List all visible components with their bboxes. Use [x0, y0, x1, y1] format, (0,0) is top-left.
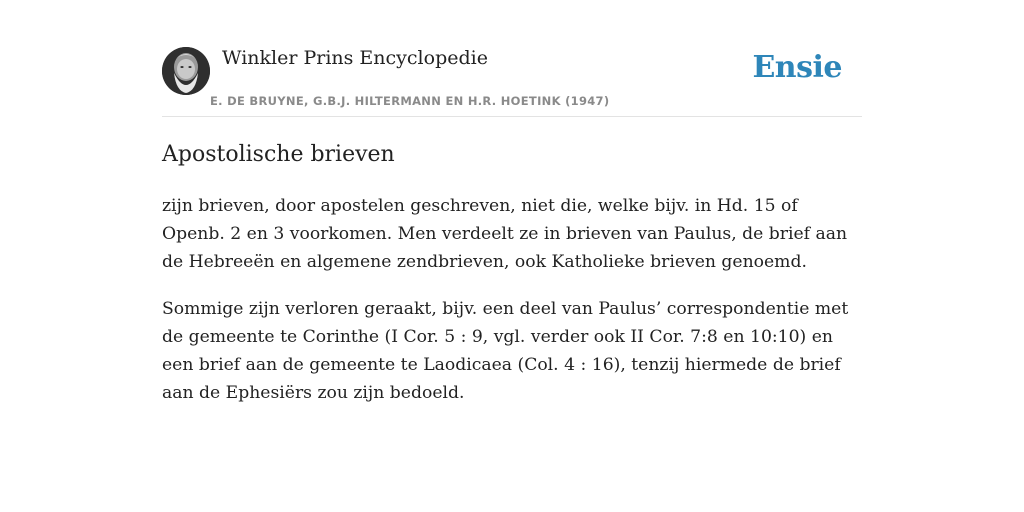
source-authors: E. DE BRUYNE, G.B.J. HILTERMANN EN H.R. HOETINK (1947): [210, 94, 610, 108]
author-avatar: [162, 47, 210, 95]
article-paragraph: zijn brieven, door apostelen geschreven, niet die, welke bijv. in Hd. 15 of Openb. 2 en 3 voorkomen. Men verdeelt ze in brieven van Paulus, de brief aan de Hebreeën en algemene zendbrieven, ook Katholieke brieven genoemd.: [162, 196, 848, 272]
source-title[interactable]: Winkler Prins Encyclopedie: [222, 47, 488, 69]
source-header: [162, 46, 862, 117]
ensie-logo-link[interactable]: Ensie: [752, 50, 842, 85]
article-body: [162, 192, 862, 426]
article-paragraph: Sommige zijn verloren geraakt, bijv. een deel van Paulus’ correspondentie met de gemeente te Corinthe (I Cor. 5 : 9, vgl. verder ook II Cor. 7:8 en 10:10) en een brief aan de gemeente te Laodicaea (Col. 4 : 16), tenzij hiermede de brief aan de Ephesiërs zou zijn bedoeld.: [162, 299, 849, 403]
article-title: Apostolische brieven: [162, 142, 395, 167]
